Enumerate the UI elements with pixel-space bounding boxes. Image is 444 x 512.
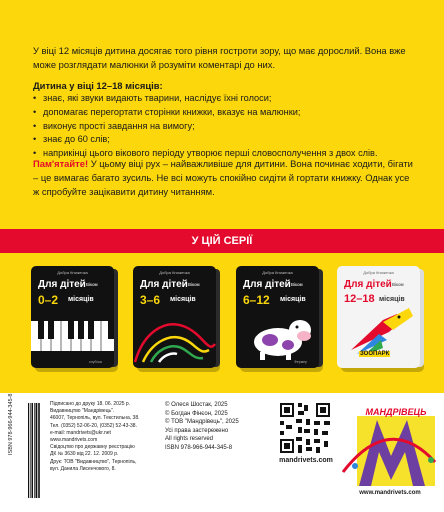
list-item: • знає, які звуки видають тварини, наслідує їхні голоси; xyxy=(33,92,428,106)
imprint-line: Тел. (0352) 52-06-20, (0352) 52-43-38. xyxy=(50,422,137,429)
qr-code-icon[interactable] xyxy=(280,403,330,453)
book-zoo-label: ЗООПАРК xyxy=(360,351,390,357)
brand-url[interactable]: www.mandrivets.com xyxy=(359,490,421,496)
book-months: місяців xyxy=(170,296,196,303)
copyright-line: © Богдан Фінєон, 2025 xyxy=(165,410,228,417)
imprint-line: www.mandrivets.com xyxy=(50,437,98,444)
book-title: Для дітей xyxy=(243,279,291,290)
imprint-line: ДК № 3630 від 22. 12. 2009 р. xyxy=(50,451,119,458)
copyright-line: Усі права застережено xyxy=(165,427,229,434)
brand-name: МАНДРІВЕЦЬ xyxy=(365,407,427,417)
list-item: • виконує прості завдання на вимогу; xyxy=(33,120,428,134)
series-title: У ЦІЙ СЕРІЇ xyxy=(191,235,253,247)
list-item: • наприкінці цього вікового періоду утворює перші словосполучення з двох слів. xyxy=(33,147,428,161)
imprint-line: Друк: ТОВ "Видавництво", Тернопіль, xyxy=(50,458,137,465)
colored-lines-illustration xyxy=(133,314,216,364)
book-age: 0–2 xyxy=(38,293,59,307)
barcode-icon xyxy=(18,403,40,498)
book-title: Для дітей xyxy=(344,279,392,290)
list-item: • знає до 60 слів; xyxy=(33,133,428,147)
copyright-line: All rights reserved xyxy=(165,436,214,443)
imprint-line: вул. Данила Лисенчового, 8. xyxy=(50,465,116,472)
book-vikom: Віком xyxy=(291,282,303,287)
book-vikom: Віком xyxy=(86,282,98,287)
imprint-line: Видавництво "Мандрівець". xyxy=(50,408,115,415)
book-title: Для дітей xyxy=(140,279,188,290)
piano-keys-illustration xyxy=(31,321,114,359)
book-author: Добра Книжечка xyxy=(262,270,293,275)
book-publisher: Фермер xyxy=(294,360,307,364)
book-age: 6–12 xyxy=(243,293,270,307)
book-cover-12-18 xyxy=(337,266,420,368)
imprint-text xyxy=(50,401,160,473)
list-item: • допомагає перегортати сторінки книжки, вказує на малюнки; xyxy=(33,106,428,120)
remember-text: У цьому віці рух – найважливіше для дитини. Вона починає ходити, бігати – це вимагає багато зусиль. Не всі можуть спокійно сидіти й гортати книжку. Однак усе ж спробуйте зацікавити дитину читанням. xyxy=(33,158,413,197)
copyright-line: ISBN 978-966-944-345-8 xyxy=(165,444,233,451)
copyright-line: © ТОВ "Мандрівець", 2025 xyxy=(165,419,239,426)
book-vikom: Віком xyxy=(188,282,200,287)
book-cover-6-12 xyxy=(236,266,319,368)
book-months: місяців xyxy=(68,296,94,303)
imprint-line: Свідоцтво про державну реєстрацію xyxy=(50,444,135,451)
copyright-text xyxy=(165,401,275,453)
book-author: Добра Книжечка xyxy=(57,270,88,275)
book-title: Для дітей xyxy=(38,279,86,290)
age-heading: Дитина у віці 12–18 місяців: xyxy=(33,80,163,91)
website-link[interactable]: mandrivets.com xyxy=(279,457,333,464)
intro-paragraph: У віці 12 місяців дитина досягає того рівня гостроти зору, що має дорослий. Вона вже може розглядати малюнки й розуміти коментарі до них. xyxy=(33,45,406,70)
imprint-line: Підписано до друку 18. 06. 2025 р. xyxy=(50,401,131,407)
remember-paragraph xyxy=(33,157,418,199)
cow-illustration xyxy=(242,312,314,360)
book-cover-3-6 xyxy=(133,266,216,368)
isbn-vertical: ISBN 978-966-944-345-8 xyxy=(8,393,14,455)
book-age: 12–18 xyxy=(344,293,375,305)
remember-label: Пам'ятайте! xyxy=(33,158,89,169)
milestones-list xyxy=(33,92,428,161)
imprint-line: e-mail: mandrivets@ukr.net xyxy=(50,429,111,436)
book-cover-0-2 xyxy=(31,266,114,368)
book-vikom: Віком xyxy=(392,282,404,287)
book-age: 3–6 xyxy=(140,293,161,307)
book-author: Добра Книжечка xyxy=(363,270,394,275)
book-publisher: клубоок xyxy=(89,360,102,364)
book-months: місяців xyxy=(280,296,306,303)
imprint-line: 46007, Тернопіль, вул. Текстильна, 38. xyxy=(50,415,140,422)
copyright-line: © Олеся Шостак, 2025 xyxy=(165,402,228,408)
book-months: місяців xyxy=(379,296,405,303)
book-author: Добра Книжечка xyxy=(159,270,190,275)
